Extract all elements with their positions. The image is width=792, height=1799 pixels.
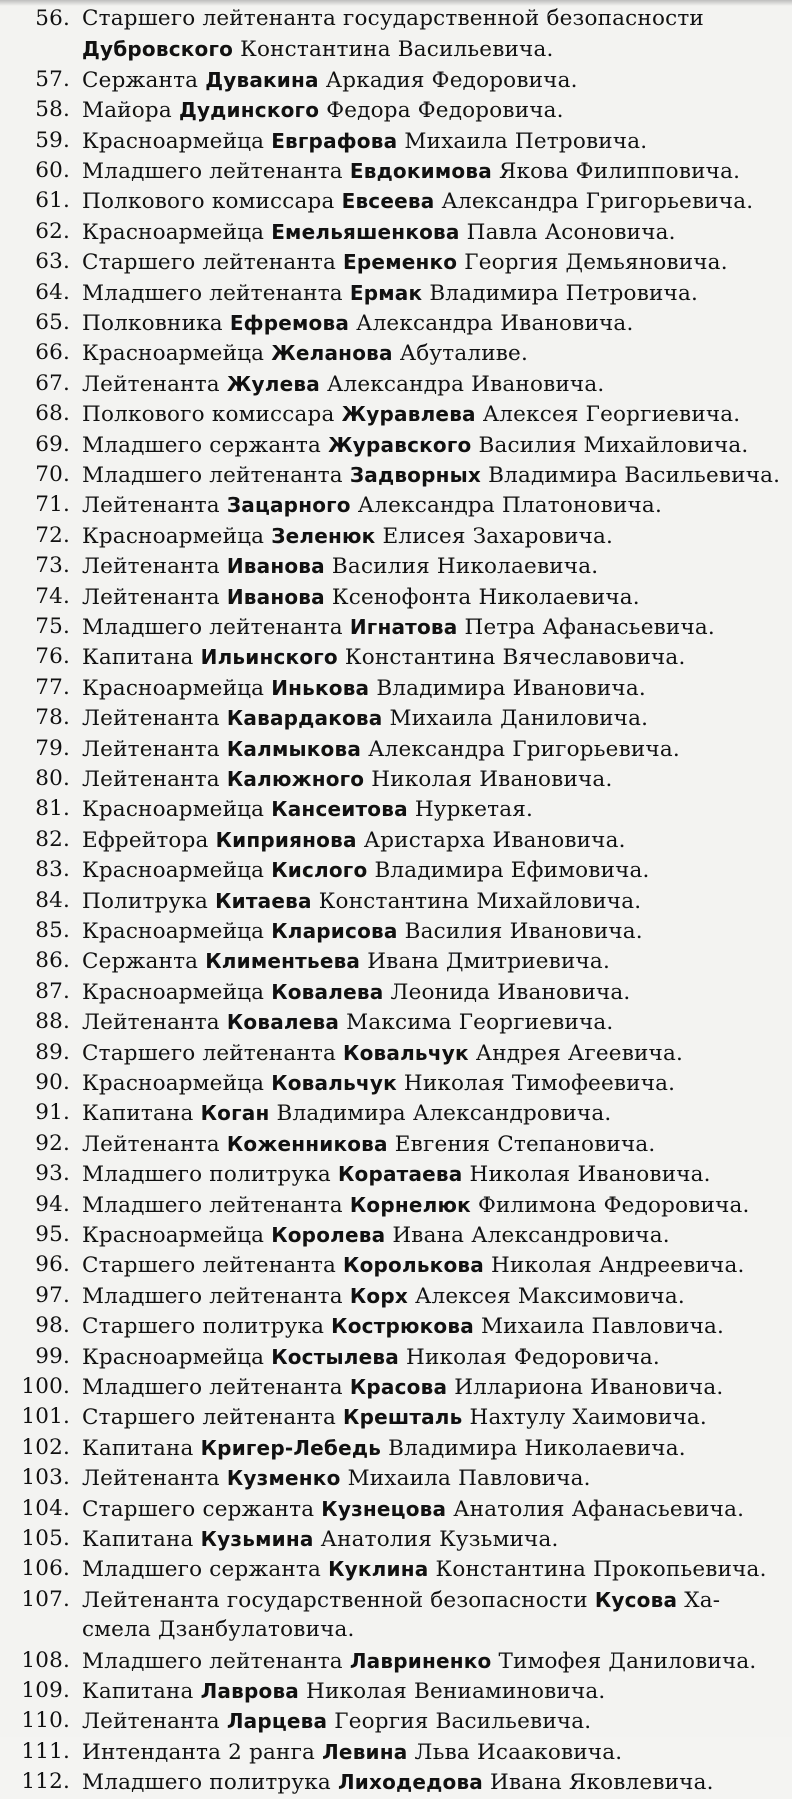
item-text <box>82 825 782 856</box>
item-text <box>82 490 782 521</box>
rank: Старшего сержанта <box>82 1496 315 1522</box>
name: Иллариона Ивановича. <box>454 1375 724 1400</box>
surname: Кларисова <box>271 919 398 943</box>
name: смела Дзанбулатовича. <box>82 1617 355 1643</box>
item-text <box>82 794 782 825</box>
rank: Красноармейца <box>82 219 265 245</box>
item-text <box>82 430 782 461</box>
item-text <box>82 1342 782 1373</box>
surname: Лиходедова <box>337 1770 483 1795</box>
name: Абуталиве. <box>399 341 528 367</box>
rank: Старшего лейтенанта государственной безопасности <box>82 6 704 31</box>
surname: Еременко <box>343 250 458 275</box>
surname: Дубровского <box>82 37 234 62</box>
item-number: 82. <box>35 826 70 852</box>
surname: Зацарного <box>226 493 351 518</box>
name: Павла Асоновича. <box>466 219 676 245</box>
rank: Полкового комиссара <box>82 189 335 215</box>
item-number: 76. <box>35 644 70 670</box>
item-text <box>82 338 782 369</box>
surname: Кострюкова <box>331 1314 474 1339</box>
item-text <box>82 886 782 917</box>
surname: Ковалева <box>271 979 384 1004</box>
name: Константина Васильевича. <box>240 37 554 63</box>
surname: Калмыкова <box>226 736 362 761</box>
item-number: 97. <box>35 1282 70 1308</box>
item-number: 90. <box>35 1070 70 1095</box>
item-number: 112. <box>21 1769 70 1795</box>
item-text <box>82 734 782 765</box>
surname: Евграфова <box>271 128 398 153</box>
surname: Коратаева <box>337 1162 463 1187</box>
rank: Младшего лейтенанта <box>82 615 343 640</box>
name: Василия Михайловича. <box>478 432 749 458</box>
item-number: 87. <box>35 978 70 1004</box>
rank: Политрука <box>82 888 209 914</box>
item-text <box>82 1585 782 1616</box>
item-text <box>82 1311 782 1342</box>
rank: Красноармейца <box>82 675 265 701</box>
item-text <box>82 278 782 309</box>
name: Аристарха Ивановича. <box>363 827 626 853</box>
name: Николая Тимофеевича. <box>403 1071 676 1096</box>
name: Нуркетая. <box>414 797 534 823</box>
surname: Иванова <box>226 554 325 579</box>
name: Александра Григорьевича. <box>441 189 754 215</box>
item-text <box>82 764 782 795</box>
item-number: 91. <box>35 1100 70 1126</box>
item-text <box>82 4 782 34</box>
item-text <box>82 855 782 886</box>
item-number: 64. <box>35 279 70 305</box>
surname: Кавардакова <box>226 706 383 731</box>
item-number: 60. <box>35 158 70 183</box>
surname: Крешталь <box>343 1405 463 1430</box>
item-text <box>82 1129 782 1160</box>
rank: Лейтенанта <box>82 584 220 610</box>
name: Михаила Павловича. <box>480 1314 725 1340</box>
name: Тимофея Даниловича. <box>498 1648 757 1674</box>
item-number: 58. <box>35 97 70 123</box>
surname: Кислого <box>271 858 368 883</box>
surname: Ларцева <box>226 1709 328 1734</box>
item-text <box>82 521 782 552</box>
rank: Старшего политрука <box>82 1314 325 1340</box>
surname: Красова <box>349 1375 448 1399</box>
surname: Дудинского <box>178 98 320 123</box>
item-text <box>82 946 782 977</box>
item-text <box>82 673 782 704</box>
surname: Королькова <box>343 1253 484 1278</box>
item-text <box>82 308 782 339</box>
rank: Лейтенанта государственной безопасности <box>82 1587 588 1613</box>
name: Николая Федоровича. <box>406 1344 660 1370</box>
name: Максима Георгиевича. <box>346 1010 614 1036</box>
item-text <box>82 1098 782 1129</box>
name: Петра Афанасьевича. <box>464 615 715 640</box>
item-number: 107. <box>21 1586 70 1612</box>
rank: Красноармейца <box>82 1344 265 1370</box>
name: Елисея Захаровича. <box>382 523 614 549</box>
rank: Лейтенанта <box>82 493 220 519</box>
item-text <box>82 582 782 613</box>
item-text <box>82 65 782 96</box>
item-text <box>82 1706 782 1737</box>
surname: Климентьева <box>205 949 361 974</box>
name: Владимира Ефимовича. <box>374 858 650 884</box>
item-text <box>82 186 782 217</box>
rank: Лейтенанта <box>82 371 220 397</box>
item-text <box>82 460 782 491</box>
surname: Емельяшенкова <box>271 219 460 244</box>
surname: Журавлева <box>341 402 476 427</box>
item-text <box>82 1220 782 1251</box>
name: Нахтулу Хаимовича. <box>469 1405 707 1431</box>
item-number: 66. <box>35 340 70 366</box>
item-number: 99. <box>35 1343 70 1369</box>
rank: Красноармейца <box>82 341 265 367</box>
item-number: 61. <box>35 188 70 214</box>
item-number: 100. <box>21 1374 70 1399</box>
rank: Младшего лейтенанта <box>82 1192 343 1218</box>
rank: Красноармейца <box>82 1071 265 1096</box>
rank: Младшего сержанта <box>82 432 322 458</box>
item-number: 59. <box>35 127 70 153</box>
item-number: 56. <box>35 6 70 31</box>
name: Ивана Дмитриевича. <box>367 949 610 975</box>
item-number: 92. <box>35 1130 70 1156</box>
rank: Лейтенанта <box>82 1010 220 1036</box>
item-text <box>82 1463 782 1494</box>
name: Георгия Васильевича. <box>334 1709 592 1735</box>
surname: Куклина <box>328 1557 429 1582</box>
item-number: 89. <box>35 1039 70 1065</box>
item-text <box>82 612 782 643</box>
item-number: 65. <box>35 310 70 335</box>
name: Константина Михайловича. <box>318 888 642 914</box>
item-text <box>82 1737 782 1768</box>
name: Владимира Александровича. <box>276 1101 612 1127</box>
item-text <box>82 95 782 126</box>
item-number: 98. <box>35 1313 70 1339</box>
rank: Красноармейца <box>82 919 265 944</box>
surname: Иванова <box>226 584 325 609</box>
item-number: 109. <box>21 1678 70 1703</box>
name: Ксенофонта Николаевича. <box>331 584 640 610</box>
item-number: 67. <box>35 370 70 396</box>
item-number: 95. <box>35 1222 70 1247</box>
surname: Дувакина <box>205 67 319 92</box>
name: Владимира Васильевича. <box>488 463 781 488</box>
name: Анатолия Афанасьевича. <box>453 1496 745 1522</box>
rank: Сержанта <box>82 67 199 93</box>
item-number: 81. <box>35 796 70 822</box>
item-number: 83. <box>35 857 70 883</box>
name: Георгия Демьяновича. <box>464 250 728 276</box>
name: Анатолия Кузьмича. <box>320 1527 559 1552</box>
item-text <box>82 1646 782 1677</box>
surname: Ковальчук <box>271 1071 397 1095</box>
name: Ивана Александровича. <box>392 1223 670 1248</box>
surname: Журавского <box>328 432 472 457</box>
item-number: 74. <box>35 583 70 609</box>
item-text <box>82 1007 782 1038</box>
rank: Младшего лейтенанта <box>82 1283 343 1309</box>
rank: Старшего лейтенанта <box>82 250 336 276</box>
surname: Королева <box>271 1223 386 1247</box>
name: Евгения Степановича. <box>394 1131 656 1157</box>
item-text <box>82 1615 782 1645</box>
rank: Старшего лейтенанта <box>82 1040 336 1066</box>
name: Николая Вениаминовича. <box>306 1679 606 1704</box>
name: Александра Платоновича. <box>357 493 662 519</box>
item-number: 85. <box>35 918 70 943</box>
surname: Киприянова <box>215 827 357 852</box>
rank: Лейтенанта <box>82 1709 220 1735</box>
surname: Инькова <box>271 675 370 700</box>
name: Аркадия Федоровича. <box>325 67 578 93</box>
item-text <box>82 399 782 430</box>
surname: Ковалева <box>226 1010 340 1035</box>
surname: Жулева <box>226 371 320 396</box>
rank: Старшего лейтенанта <box>82 1253 336 1279</box>
item-text <box>82 34 782 65</box>
item-number: 72. <box>35 522 70 548</box>
name: Михаила Петровича. <box>404 128 648 154</box>
surname: Костылева <box>271 1344 399 1369</box>
surname: Игнатова <box>349 615 458 639</box>
item-number: 73. <box>35 553 70 579</box>
item-number: 69. <box>35 431 70 457</box>
name: Михаила Даниловича. <box>389 706 649 732</box>
item-number: 103. <box>21 1465 70 1491</box>
item-text <box>82 1402 782 1433</box>
name: Константина Вячеславовича. <box>344 645 686 671</box>
item-text <box>82 1767 782 1798</box>
item-number: 68. <box>35 401 70 427</box>
item-text <box>82 1433 782 1464</box>
rank: Капитана <box>82 1101 194 1127</box>
item-text <box>82 1068 782 1099</box>
name: Федора Федоровича. <box>326 98 564 124</box>
rank: Красноармейца <box>82 128 265 154</box>
item-text <box>82 977 782 1008</box>
item-number: 57. <box>35 66 70 92</box>
surname: Калюжного <box>226 767 365 791</box>
rank: Капитана <box>82 645 194 671</box>
item-number: 62. <box>35 218 70 244</box>
surname: Ильинского <box>200 645 338 670</box>
name: Андрея Агеевича. <box>475 1040 684 1066</box>
item-number: 110. <box>21 1708 70 1734</box>
item-text <box>82 1038 782 1069</box>
item-text <box>82 1372 782 1403</box>
rank: Лейтенанта <box>82 767 220 792</box>
name: Николая Андреевича. <box>491 1253 745 1279</box>
rank: Сержанта <box>82 949 199 975</box>
item-text <box>82 551 782 582</box>
item-number: 105. <box>21 1526 70 1551</box>
item-text <box>82 217 782 248</box>
item-text <box>82 1524 782 1555</box>
item-number: 108. <box>21 1647 70 1673</box>
name: Владимира Николаевича. <box>388 1435 686 1461</box>
item-number: 104. <box>21 1495 70 1521</box>
name: Ивана Яковлевича. <box>490 1770 714 1796</box>
name: Владимира Петровича. <box>429 280 698 306</box>
surname: Кузьмина <box>200 1527 314 1551</box>
surname: Задворных <box>349 463 482 487</box>
name: Александра Григорьевича. <box>368 736 680 762</box>
item-text <box>82 1676 782 1707</box>
name: Леонида Ивановича. <box>390 979 631 1005</box>
name: Николая Ивановича. <box>371 767 613 792</box>
name: Василия Николаевича. <box>331 554 599 580</box>
item-text <box>82 369 782 400</box>
rank: Красноармейца <box>82 858 265 884</box>
rank: Ефрейтора <box>82 827 209 853</box>
item-number: 80. <box>35 766 70 791</box>
surname: Зеленюк <box>271 523 376 548</box>
item-number: 77. <box>35 674 70 700</box>
item-number: 84. <box>35 887 70 913</box>
item-text <box>82 642 782 673</box>
item-text <box>82 1554 782 1585</box>
rank: Лейтенанта <box>82 1131 220 1157</box>
surname: Кансеитова <box>271 797 408 822</box>
name: Льва Исааковича. <box>414 1739 623 1765</box>
surname: Евсеева <box>341 189 435 214</box>
name: Алексея Георгиевича. <box>482 402 741 428</box>
name: Александра Ивановича. <box>356 311 634 336</box>
rank: Капитана <box>82 1435 194 1461</box>
surname: Китаева <box>215 888 312 913</box>
name: Михаила Павловича. <box>347 1466 591 1492</box>
rank: Младшего лейтенанта <box>82 280 343 306</box>
item-text <box>82 126 782 157</box>
item-text <box>82 1159 782 1190</box>
item-text <box>82 916 782 947</box>
rank: Майора <box>82 98 172 124</box>
item-number: 70. <box>35 462 70 487</box>
name: Филимона Федоровича. <box>477 1192 750 1218</box>
surname: Лавриненко <box>349 1648 492 1673</box>
item-number: 111. <box>21 1738 70 1764</box>
item-number: 63. <box>35 249 70 275</box>
rank: Младшего лейтенанта <box>82 1648 343 1674</box>
name: Александра Ивановича. <box>327 371 605 397</box>
rank: Лейтенанта <box>82 1466 220 1492</box>
item-number: 78. <box>35 705 70 731</box>
item-text <box>82 1494 782 1525</box>
item-text <box>82 247 782 278</box>
surname: Коженникова <box>226 1131 388 1156</box>
rank: Старшего лейтенанта <box>82 1405 336 1431</box>
surname: Коган <box>200 1101 270 1126</box>
item-number: 75. <box>35 614 70 639</box>
item-number: 102. <box>21 1434 70 1460</box>
item-number: 79. <box>35 735 70 761</box>
name: Николая Ивановича. <box>469 1162 711 1188</box>
surname: Корх <box>349 1283 408 1308</box>
rank: Младшего политрука <box>82 1162 331 1188</box>
rank: Лейтенанта <box>82 554 220 580</box>
rank: Красноармейца <box>82 797 265 823</box>
item-number: 88. <box>35 1009 70 1035</box>
item-number: 106. <box>21 1556 70 1582</box>
rank: Младшего политрука <box>82 1770 331 1796</box>
surname: Ермак <box>349 280 423 305</box>
rank: Лейтенанта <box>82 706 220 732</box>
item-number: 101. <box>21 1404 70 1430</box>
name: Ха- <box>684 1587 721 1613</box>
surname: Корнелюк <box>349 1192 471 1217</box>
item-number: 94. <box>35 1191 70 1217</box>
name: Василия Ивановича. <box>404 919 643 944</box>
rank: Капитана <box>82 1679 194 1704</box>
rank: Капитана <box>82 1527 194 1552</box>
surname: Кригер-Лебедь <box>200 1435 382 1460</box>
rank: Полкового комиссара <box>82 402 335 428</box>
name: Константина Прокопьевича. <box>435 1557 767 1583</box>
rank: Младшего лейтенанта <box>82 159 343 184</box>
item-text <box>82 1281 782 1312</box>
name: Якова Филипповича. <box>498 159 741 184</box>
item-number: 71. <box>35 492 70 518</box>
rank: Младшего лейтенанта <box>82 463 343 488</box>
surname: Ефремова <box>229 311 350 335</box>
surname: Кузнецова <box>321 1496 447 1521</box>
item-text <box>82 156 782 187</box>
item-text <box>82 1190 782 1221</box>
rank: Младшего лейтенанта <box>82 1375 343 1400</box>
surname: Кусова <box>594 1587 678 1612</box>
surname: Лаврова <box>200 1679 299 1703</box>
rank: Красноармейца <box>82 523 265 549</box>
item-text <box>82 1250 782 1281</box>
surname: Евдокимова <box>349 159 492 183</box>
rank: Красноармейца <box>82 979 265 1005</box>
rank: Красноармейца <box>82 1223 265 1248</box>
surname: Ковальчук <box>343 1040 469 1065</box>
item-text <box>82 703 782 734</box>
item-number: 93. <box>35 1161 70 1187</box>
name: Владимира Ивановича. <box>376 675 646 701</box>
rank: Интенданта 2 ранга <box>82 1739 316 1765</box>
surname: Кузменко <box>226 1466 341 1491</box>
surname: Левина <box>322 1739 408 1764</box>
rank: Младшего сержанта <box>82 1557 322 1583</box>
item-number: 96. <box>35 1252 70 1278</box>
rank: Лейтенанта <box>82 736 220 762</box>
item-number: 86. <box>35 948 70 974</box>
rank: Полковника <box>82 311 223 336</box>
name: Алексея Максимовича. <box>415 1283 685 1309</box>
surname: Желанова <box>271 341 393 366</box>
